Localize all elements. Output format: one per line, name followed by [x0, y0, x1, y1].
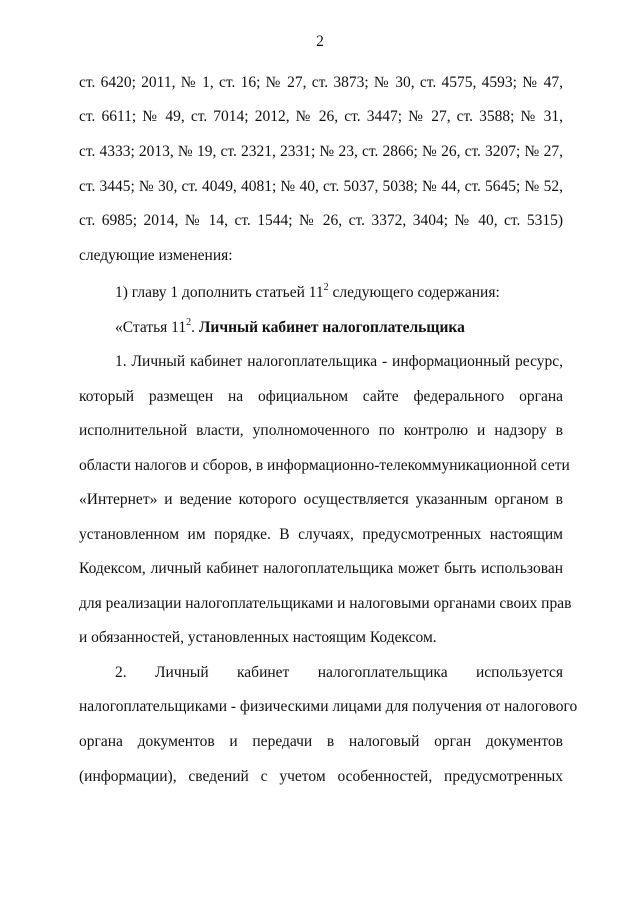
text-line-changes: следующие изменения: [79, 247, 233, 264]
item-1-line [115, 283, 563, 303]
article-heading-dot: . [191, 319, 199, 336]
paragraph-2-line-3: органа документов и передачи в налоговый орган документов [79, 733, 563, 750]
article-heading-title: Личный кабинет налогоплательщика [198, 319, 465, 336]
paragraph-1-line-9: и обязанностей, установленных настоящим Кодексом. [79, 629, 437, 646]
text-line-citation-4: ст. 3445; № 30, ст. 4049, 4081; № 40, ст. 5037, 5038; № 44, ст. 5645; № 52, [79, 178, 563, 195]
text-line-citation-2: ст. 6611; № 49, ст. 7014; 2012, № 26, ст. 3447; № 27, ст. 3588; № 31, [79, 108, 563, 125]
article-heading-superscript: 2 [186, 316, 192, 328]
paragraph-1-line-5: «Интернет» и ведение которого осуществляется указанным органом в [79, 491, 563, 508]
paragraph-1-line-3: исполнительной власти, уполномоченного по контролю и надзору в [79, 422, 563, 439]
paragraph-2-line-1: 2. Личный кабинет налогоплательщика используется [115, 664, 563, 681]
text-line-citation-1: ст. 6420; 2011, № 1, ст. 16; № 27, ст. 3873; № 30, ст. 4575, 4593; № 47, [79, 74, 563, 91]
item-1-text-after: следующего содержания: [328, 284, 500, 301]
text-line-citation-3: ст. 4333; 2013, № 19, ст. 2321, 2331; № 23, ст. 2866; № 26, ст. 3207; № 27, [79, 143, 563, 160]
paragraph-1-line-4: области налогов и сборов, в информационно-телекоммуникационной сети [79, 457, 570, 474]
paragraph-1-line-8: для реализации налогоплательщиками и налоговыми органами своих прав [79, 595, 572, 612]
paragraph-1-line-1: 1. Личный кабинет налогоплательщика - информационный ресурс, [115, 353, 563, 370]
text-line-citation-5: ст. 6985; 2014, № 14, ст. 1544; № 26, ст. 3372, 3404; № 40, ст. 5315) [79, 212, 563, 229]
page-number: 2 [316, 33, 324, 50]
paragraph-2-line-2: налогоплательщиками - физическими лицами для получения от налогового [79, 698, 578, 715]
paragraph-1-line-7: Кодексом, личный кабинет налогоплательщика может быть использован [79, 560, 563, 577]
paragraph-2-line-4: (информации), сведений с учетом особенностей, предусмотренных [79, 768, 563, 785]
item-1-superscript: 2 [323, 281, 329, 293]
paragraph-1-line-2: который размещен на официальном сайте федерального органа [79, 388, 563, 405]
item-1-text-before: 1) главу 1 дополнить статьей 11 [115, 284, 324, 301]
article-heading [115, 318, 563, 338]
paragraph-1-line-6: установленном им порядке. В случаях, предусмотренных настоящим [79, 526, 563, 543]
article-heading-prefix: «Статья 11 [115, 319, 187, 336]
